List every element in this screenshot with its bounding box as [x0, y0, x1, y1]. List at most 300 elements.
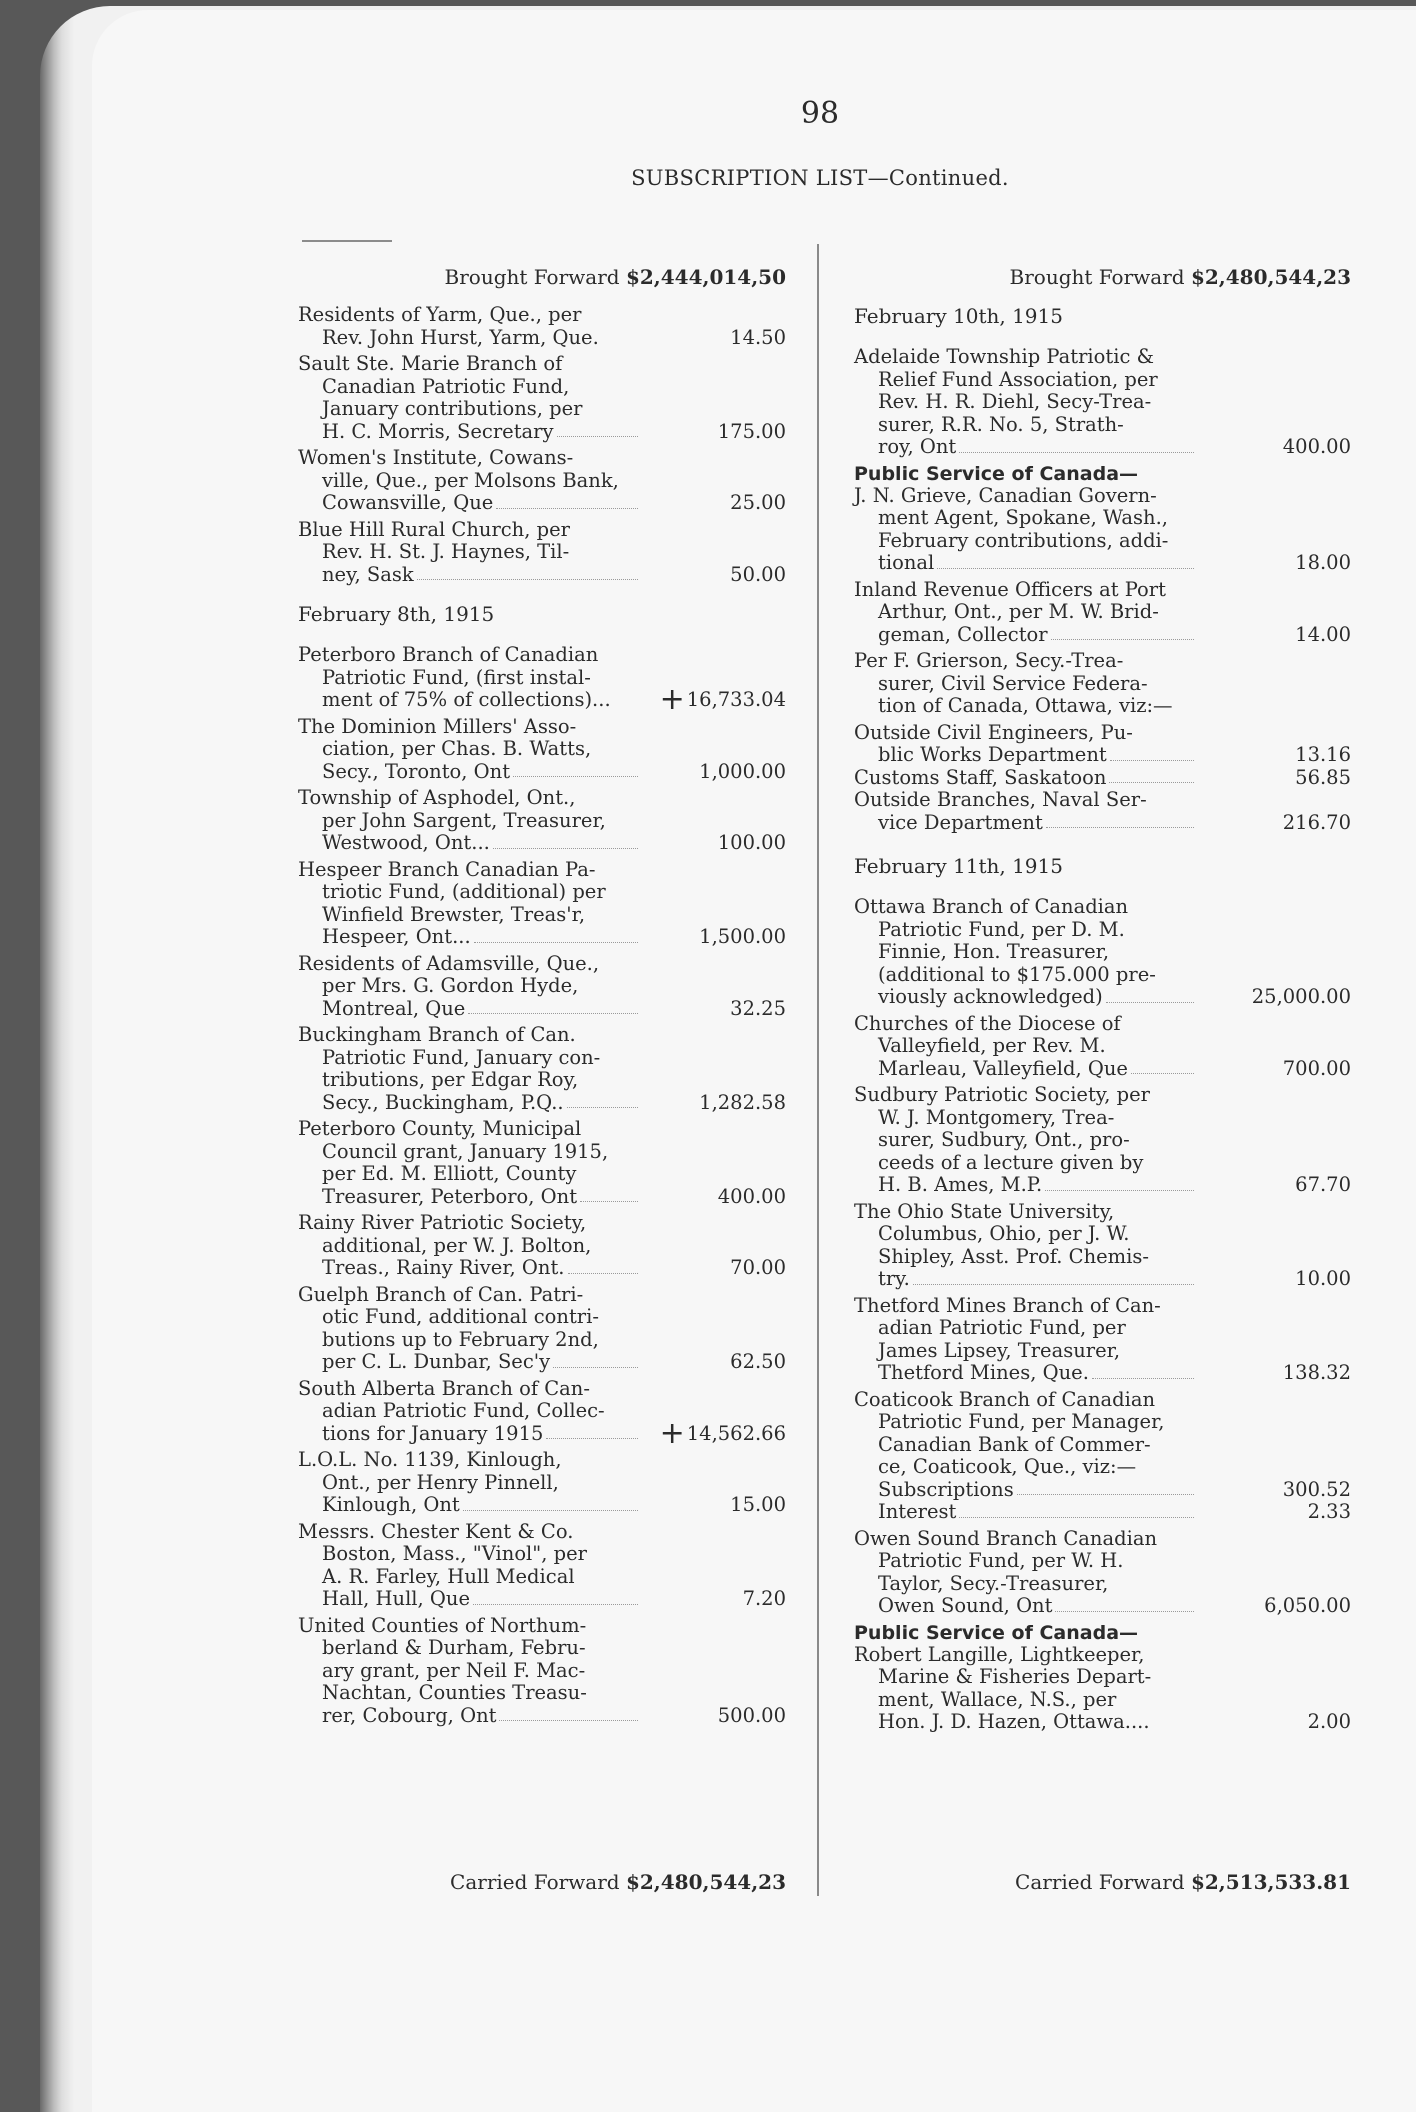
entry-line [298, 470, 638, 493]
entry-line [298, 1449, 638, 1472]
entry-line [854, 530, 1194, 553]
subscription-entry [854, 1013, 1351, 1081]
entry-amount [638, 327, 786, 350]
entry-line [854, 695, 1194, 718]
entry-line [298, 1543, 638, 1566]
dot-leader [553, 1366, 638, 1368]
entry-line-text: Per F. Grierson, Secy.-Trea- [854, 649, 1124, 672]
entry-description [298, 1378, 638, 1446]
entry-line [298, 1566, 638, 1589]
dot-leader [474, 941, 638, 943]
entry-description [854, 896, 1194, 1009]
entry-line-text: surer, R.R. No. 5, Strath- [878, 412, 1124, 436]
entry-line [298, 1521, 638, 1544]
entry-line-text: Arthur, Ont., per M. W. Brid- [878, 600, 1159, 623]
entry-description [298, 1449, 638, 1517]
entry-line-text: Messrs. Chester Kent & Co. [298, 1519, 574, 1543]
handwritten-mark: + [659, 1415, 685, 1451]
subscription-entry [854, 1644, 1351, 1734]
section-heading: Public Service of Canada— [854, 462, 1139, 485]
entry-amount-value: 2.33 [1307, 1500, 1351, 1523]
dot-leader [1131, 1072, 1194, 1074]
entry-amount-value: 32.25 [730, 996, 786, 1020]
entry-line-text: Shipley, Asst. Prof. Chemis- [878, 1244, 1150, 1268]
entry-line-text: Residents of Adamsville, Que., [298, 951, 600, 975]
entry-line-text: Marleau, Valleyfield, Que [878, 1056, 1128, 1080]
subscription-entry [854, 1201, 1351, 1291]
entry-line-text: ment, Wallace, N.S., per [878, 1687, 1117, 1711]
entry-line [298, 1163, 638, 1186]
entry-line [854, 1666, 1194, 1689]
entry-line [298, 1024, 638, 1047]
entry-amount-value: 62.50 [730, 1350, 786, 1373]
entry-description [298, 304, 638, 349]
entry-amount-value: 1,500.00 [699, 925, 786, 948]
entry-line-text: additional, per W. J. Bolton, [322, 1233, 592, 1257]
entry-line-text: February contributions, addi- [878, 528, 1169, 552]
entry-line [854, 1528, 1194, 1551]
entry-line-text: Rev. H. St. J. Haynes, Til- [322, 540, 570, 563]
entry-amount-value: 16,733.04 [686, 688, 786, 711]
entry-line-text: geman, Collector [878, 622, 1048, 646]
entry-amount-value: 13.16 [1295, 743, 1351, 766]
dot-leader [913, 1283, 1194, 1285]
right-entries-d [854, 1644, 1351, 1734]
entry-line [854, 1340, 1194, 1363]
column-divider [817, 244, 819, 1896]
entry-amount [638, 564, 786, 587]
entry-line [854, 1501, 1194, 1524]
entry-line-text: ceeds of a lecture given by [878, 1150, 1144, 1174]
dot-leader [1051, 638, 1194, 640]
entry-line [298, 327, 638, 350]
subscription-entry [854, 1501, 1351, 1524]
dot-leader [959, 1516, 1194, 1518]
entry-line [298, 1378, 638, 1401]
entry-line [298, 644, 638, 667]
entry-line [298, 998, 638, 1021]
entry-line [854, 1595, 1194, 1618]
entry-line-text: H. C. Morris, Secretary [322, 419, 554, 443]
entry-amount [638, 1588, 786, 1611]
entry-amount [1194, 552, 1351, 575]
entry-line [298, 1588, 638, 1611]
entry-amount-value: 138.32 [1282, 1361, 1351, 1384]
entry-amount-value: 25.00 [730, 491, 786, 514]
entry-line [854, 1550, 1194, 1573]
entry-amount [638, 1092, 786, 1115]
entry-line-text: Thetford Mines, Que. [878, 1361, 1089, 1384]
entry-line-text: Rev. H. R. Diehl, Secy-Trea- [878, 390, 1152, 413]
right-entries-c [854, 896, 1351, 1618]
dot-leader [546, 1437, 638, 1439]
entry-line [854, 1246, 1194, 1269]
entry-line-text: otic Fund, additional contri- [322, 1305, 599, 1328]
entry-line [298, 1186, 638, 1209]
entry-line [854, 941, 1194, 964]
entry-amount-value: 500.00 [717, 1703, 786, 1727]
entry-description [854, 1295, 1194, 1385]
entry-line [298, 376, 638, 399]
entry-amount [1194, 1595, 1351, 1618]
entry-line-text: Taylor, Secy.-Treasurer, [878, 1571, 1109, 1595]
entry-amount-value: 2.00 [1307, 1710, 1351, 1733]
entry-line-text: Westwood, Ont... [322, 831, 490, 854]
entry-line-text: Peterboro County, Municipal [298, 1117, 582, 1140]
entry-amount-value: 14.50 [730, 325, 786, 349]
entry-line-text: vice Department [878, 810, 1043, 834]
entry-line [298, 304, 638, 327]
entry-description [854, 346, 1194, 459]
entry-line-text: Patriotic Fund, (first instal- [322, 665, 591, 689]
subscription-entry [854, 1528, 1351, 1618]
entry-line-text: Blue Hill Rural Church, per [298, 517, 570, 541]
entry-line [854, 1035, 1194, 1058]
dot-leader [1046, 826, 1194, 828]
entry-description [298, 644, 638, 712]
subscription-entry [298, 1212, 786, 1280]
subscription-entry [298, 787, 786, 855]
entry-line [854, 1362, 1194, 1385]
entry-line-text: Nachtan, Counties Treasu- [322, 1681, 587, 1704]
entry-line-text: try. [878, 1267, 910, 1290]
entry-line-text: Thetford Mines Branch of Can- [854, 1293, 1161, 1317]
entry-line [854, 1129, 1194, 1152]
entry-line [298, 904, 638, 927]
entry-line-text: Treas., Rainy River, Ont. [322, 1256, 565, 1279]
entry-line-text: Secy., Buckingham, P.Q.. [322, 1090, 564, 1114]
entry-description [854, 1389, 1194, 1502]
entry-description [298, 353, 638, 443]
entry-amount-value: 400.00 [717, 1184, 786, 1208]
subscription-entry [854, 789, 1351, 834]
entry-line-text: Marine & Fisheries Depart- [878, 1665, 1152, 1688]
entry-line [854, 650, 1194, 673]
entry-line-text: Kinlough, Ont [322, 1493, 460, 1516]
entry-amount-value: 1,000.00 [699, 759, 786, 783]
entry-line-text: James Lipsey, Treasurer, [878, 1338, 1121, 1362]
entry-amount [638, 492, 786, 515]
dot-leader [493, 847, 638, 849]
subscription-entry [298, 1615, 786, 1728]
entry-line-text: South Alberta Branch of Can- [298, 1376, 590, 1400]
entry-line-text: ment Agent, Spokane, Wash., [878, 506, 1168, 529]
entry-line [298, 926, 638, 949]
subscription-entry [298, 519, 786, 587]
entry-description [298, 787, 638, 855]
entry-description [298, 519, 638, 587]
entry-amount-value: 175.00 [717, 419, 786, 443]
subscription-entry [298, 1521, 786, 1611]
entry-amount [1194, 624, 1351, 647]
entry-amount [1194, 986, 1351, 1009]
entry-amount-value: 14.00 [1295, 622, 1351, 646]
entry-line-text: Patriotic Fund, per W. H. [878, 1549, 1124, 1572]
entry-line-text: January contributions, per [322, 397, 583, 420]
entry-line [854, 986, 1194, 1009]
subscription-entry [854, 722, 1351, 767]
entry-line [298, 1660, 638, 1683]
dot-leader [496, 507, 638, 509]
entry-line [854, 919, 1194, 942]
entry-amount [638, 1257, 786, 1280]
subscription-entry [298, 643, 786, 717]
entry-line-text: rer, Cobourg, Ont [322, 1703, 497, 1727]
entry-amount [1194, 1268, 1351, 1291]
entry-line [854, 436, 1194, 459]
entry-line [298, 1212, 638, 1235]
entry-amount [1194, 1362, 1351, 1385]
entry-line-text: per John Sargent, Treasurer, [322, 808, 606, 832]
entry-line-text: Ottawa Branch of Canadian [854, 895, 1129, 918]
entry-line-text: Coaticook Branch of Canadian [854, 1387, 1156, 1411]
right-entries-a [854, 346, 1351, 459]
entry-line-text: (additional to $175.000 pre- [878, 962, 1156, 986]
entry-line-text: viously acknowledged) [878, 985, 1103, 1008]
entry-line [854, 1223, 1194, 1246]
entry-line-text: ciation, per Chas. B. Watts, [322, 737, 592, 760]
entry-amount [638, 682, 786, 717]
entry-line-text: Interest [878, 1500, 957, 1523]
entry-description [854, 650, 1194, 718]
entry-line [854, 1152, 1194, 1175]
entry-description [298, 953, 638, 1021]
entry-line [854, 1456, 1194, 1479]
entry-line [854, 896, 1194, 919]
entry-line [298, 1284, 638, 1307]
entry-line-text: Guelph Branch of Can. Patri- [298, 1282, 584, 1306]
entry-amount [1194, 1479, 1351, 1502]
entry-line-text: per Mrs. G. Gordon Hyde, [322, 974, 579, 997]
dot-leader [1017, 1493, 1194, 1495]
entry-amount-value: 25,000.00 [1251, 985, 1351, 1008]
entry-line-text: Winfield Brewster, Treas'r, [322, 902, 586, 926]
entry-line-text: Council grant, January 1915, [322, 1139, 609, 1163]
entry-line-text: Adelaide Township Patriotic & [854, 345, 1154, 368]
entry-line [298, 1235, 638, 1258]
entry-line [298, 738, 638, 761]
entry-description [854, 1084, 1194, 1197]
entry-line [298, 1329, 638, 1352]
brought-forward-amount: $2,480,544,23 [1190, 265, 1351, 289]
running-head: SUBSCRIPTION LIST—Continued. [631, 166, 1009, 190]
entry-line [854, 812, 1194, 835]
subscription-entry [854, 1389, 1351, 1502]
carried-forward-amount: $2,513,533.81 [1190, 1870, 1351, 1894]
entry-line [854, 1689, 1194, 1712]
dot-leader [1055, 1610, 1194, 1612]
entry-line-text: Outside Branches, Naval Ser- [854, 788, 1147, 811]
entry-line-text: tions for January 1915 [322, 1421, 544, 1445]
date-heading: February 8th, 1915 [298, 602, 495, 626]
entry-line [298, 398, 638, 421]
entry-line [854, 624, 1194, 647]
entry-amount-value: 100.00 [717, 831, 786, 854]
entry-line-text: per C. L. Dunbar, Sec'y [322, 1350, 551, 1373]
dot-leader [1092, 1377, 1194, 1379]
entry-line-text: tion of Canada, Ottawa, viz:— [878, 694, 1173, 717]
entry-line [854, 507, 1194, 530]
dot-leader [417, 578, 638, 580]
entry-line [854, 369, 1194, 392]
entry-line-text: ary grant, per Neil F. Mac- [322, 1658, 586, 1682]
entry-description [298, 447, 638, 515]
entry-description [854, 1528, 1194, 1618]
entry-line-text: blic Works Department [878, 743, 1107, 766]
subscription-entry [854, 485, 1351, 575]
entry-line [298, 787, 638, 810]
entry-line [298, 1351, 638, 1374]
entry-line-text: Subscriptions [878, 1477, 1014, 1501]
entry-line [298, 1306, 638, 1329]
entry-line [854, 1013, 1194, 1036]
entry-line-text: tributions, per Edgar Roy, [322, 1068, 579, 1091]
entry-line-text: Rainy River Patriotic Society, [298, 1211, 587, 1234]
entry-line-text: H. B. Ames, M.P. [878, 1173, 1043, 1196]
entry-line [298, 447, 638, 470]
entry-line-text: The Ohio State University, [854, 1199, 1115, 1223]
entry-line-text: Inland Revenue Officers at Port [854, 577, 1166, 601]
right-entries-b [854, 485, 1351, 835]
entry-line [854, 552, 1194, 575]
entry-line-text: Residents of Yarm, Que., per [298, 303, 582, 326]
carried-forward-label: Carried Forward [1015, 1870, 1185, 1894]
entry-amount [1194, 1501, 1351, 1524]
entry-description [854, 1201, 1194, 1291]
entry-description [854, 579, 1194, 647]
entry-line-text: United Counties of Northum- [298, 1613, 587, 1637]
page-number: 98 [800, 96, 840, 131]
entry-line [854, 1573, 1194, 1596]
dot-leader [499, 1719, 638, 1721]
entry-line [298, 689, 638, 712]
entry-description [854, 789, 1194, 834]
entry-line-text: Women's Institute, Cowans- [298, 446, 574, 469]
right-column [854, 262, 1351, 1738]
entry-line [854, 346, 1194, 369]
carried-forward-label: Carried Forward [450, 1870, 620, 1894]
entry-line-text: Patriotic Fund, per Manager, [878, 1410, 1165, 1433]
entry-line-text: Columbus, Ohio, per J. W. [878, 1222, 1130, 1245]
entry-line [298, 975, 638, 998]
entry-line [854, 767, 1194, 790]
entry-line-text: Customs Staff, Saskatoon [854, 765, 1107, 789]
entry-line-text: Cowansville, Que [322, 491, 494, 514]
entry-line [298, 859, 638, 882]
entry-description [298, 716, 638, 784]
dot-leader [1106, 1001, 1194, 1003]
entry-line-text: Township of Asphodel, Ont., [298, 786, 576, 809]
dot-leader [1110, 759, 1194, 761]
entry-amount-value: 50.00 [730, 562, 786, 586]
entry-line [854, 1317, 1194, 1340]
entry-line [298, 421, 638, 444]
entry-line [298, 541, 638, 564]
entry-line [298, 810, 638, 833]
entry-line [854, 485, 1194, 508]
entry-line-text: Finnie, Hon. Treasurer, [878, 940, 1110, 963]
entry-amount-value: 400.00 [1282, 435, 1351, 458]
entry-amount-value: 70.00 [730, 1256, 786, 1279]
entry-line-text: butions up to February 2nd, [322, 1327, 599, 1351]
entry-amount [638, 832, 786, 855]
section-heading: Public Service of Canada— [854, 1621, 1139, 1644]
entry-amount-value: 10.00 [1295, 1267, 1351, 1290]
entry-line-text: berland & Durham, Febru- [322, 1636, 586, 1659]
subscription-entry [854, 650, 1351, 718]
subscription-entry [298, 716, 786, 784]
entry-line-text: adian Patriotic Fund, per [878, 1316, 1126, 1339]
entry-line [298, 1705, 638, 1728]
entry-amount [638, 1705, 786, 1728]
entry-description [854, 767, 1194, 790]
entry-amount [638, 761, 786, 784]
carried-forward-right [854, 1870, 1351, 1894]
entry-description [298, 1615, 638, 1728]
entry-amount-value: 67.70 [1295, 1173, 1351, 1196]
entry-line [298, 1047, 638, 1070]
entry-line [854, 1268, 1194, 1291]
entry-line-text: Valleyfield, per Rev. M. [878, 1034, 1106, 1057]
entry-line [298, 1472, 638, 1495]
entry-line-text: Secy., Toronto, Ont [322, 759, 511, 783]
dot-leader [567, 1106, 638, 1108]
entry-amount-value: 6,050.00 [1264, 1594, 1351, 1617]
dot-leader [959, 451, 1194, 453]
entry-line-text: roy, Ont [878, 435, 957, 458]
entry-line [298, 1141, 638, 1164]
entry-line [298, 832, 638, 855]
entry-line [298, 1069, 638, 1092]
subscription-entry [298, 1449, 786, 1517]
entry-line-text: J. N. Grieve, Canadian Govern- [854, 483, 1157, 507]
brought-forward-amount: $2,444,014,50 [625, 265, 786, 289]
entry-line [298, 492, 638, 515]
left-entries-b [298, 644, 786, 1727]
entry-amount [638, 1415, 786, 1451]
entry-line [854, 1084, 1194, 1107]
subscription-entry [298, 953, 786, 1021]
entry-line-text: Sudbury Patriotic Society, per [854, 1083, 1150, 1106]
dot-leader [580, 1200, 638, 1202]
entry-line-text: A. R. Farley, Hull Medical [322, 1564, 575, 1588]
entry-description [854, 485, 1194, 575]
entry-amount-value: 14,562.66 [686, 1421, 786, 1445]
entry-line-text: W. J. Montgomery, Trea- [878, 1105, 1115, 1129]
entry-line [298, 881, 638, 904]
entry-description [854, 722, 1194, 767]
subscription-entry [854, 1084, 1351, 1197]
entry-description [298, 1118, 638, 1208]
entry-line [854, 1711, 1194, 1734]
entry-amount [638, 926, 786, 949]
subscription-entry [854, 579, 1351, 647]
entry-line [854, 1411, 1194, 1434]
entry-line-text: Ont., per Henry Pinnell, [322, 1470, 559, 1494]
entry-line-text: Hon. J. D. Hazen, Ottawa.... [878, 1710, 1150, 1733]
head-rule [302, 240, 392, 242]
entry-line [298, 1637, 638, 1660]
entry-line-text: Patriotic Fund, per D. M. [878, 917, 1125, 941]
entry-amount-value: 15.00 [730, 1493, 786, 1516]
entry-line-text: Sault Ste. Marie Branch of [298, 352, 563, 375]
entry-amount [638, 1351, 786, 1374]
dot-leader [1045, 1189, 1194, 1191]
entry-line [298, 1400, 638, 1423]
entry-description [854, 1644, 1194, 1734]
entry-line-text: Owen Sound, Ont [878, 1594, 1053, 1617]
entry-description [854, 1013, 1194, 1081]
